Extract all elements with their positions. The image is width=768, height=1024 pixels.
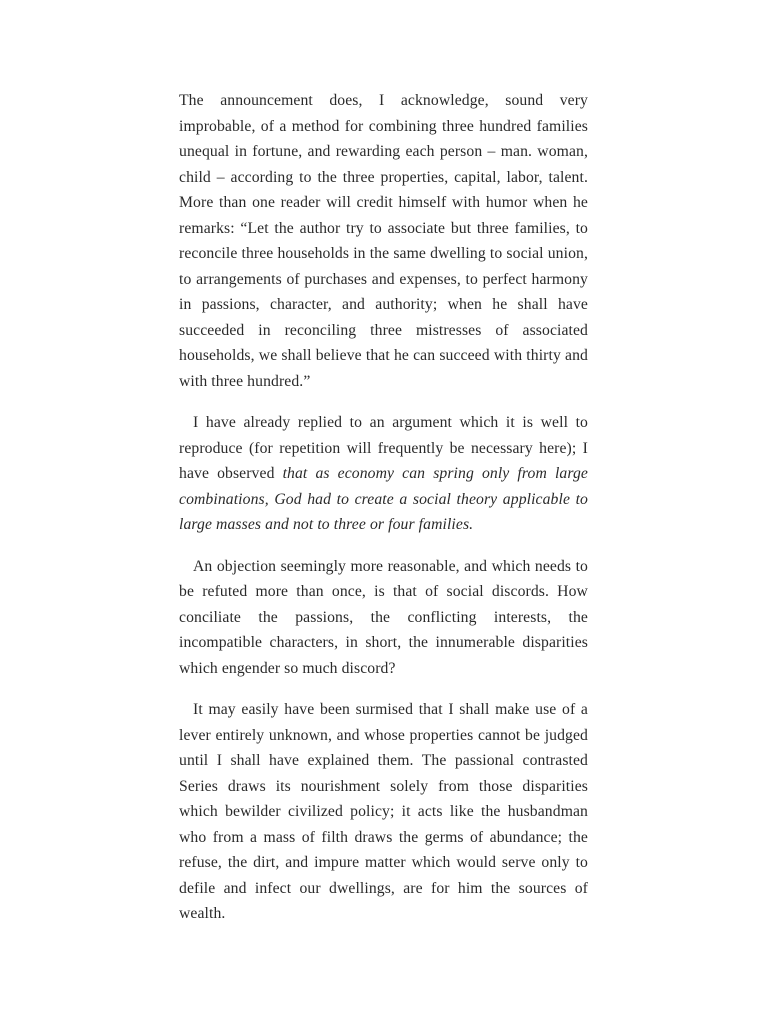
- text-column: [179, 88, 588, 943]
- paragraph-objection: An objection seemingly more reasonable, and which needs to be refuted more than once, is that of social discords. How conciliate the passions, the conflicting interests, the incompatible characters, in short, the innumerable disparities which engender so much discord?: [179, 557, 588, 677]
- paragraph-reply: [179, 410, 588, 538]
- paragraph-reply-italic-text: that as economy can spring only from large combinations, God had to create a social theory applicable to large masses and not to three or four families.: [179, 465, 588, 533]
- paragraph-announcement: The announcement does, I acknowledge, sound very improbable, of a method for combining three hundred families unequal in fortune, and rewarding each person – man. woman, child – according to the three properties, capital, labor, talent. More than one reader will credit himself with humor when he remarks: “Let the author try to associate but three families, to reconcile three households in the same dwelling to social union, to arrangements of purchases and expenses, to perfect harmony in passions, character, and authority; when he shall have succeeded in reconciling three mistresses of associated households, we shall believe that he can succeed with thirty and with three hundred.”: [179, 92, 588, 390]
- paragraph-reply-regular-text: I have already replied to an argument which it is well to reproduce (for repetition will frequently be necessary here); I have observed: [179, 414, 588, 482]
- paragraph-lever: It may easily have been surmised that I shall make use of a lever entirely unknown, and whose properties cannot be judged until I shall have explained them. The passional contrasted Series draws its nourishment solely from those disparities which bewilder civilized policy; it acts like the husbandman who from a mass of filth draws the germs of abundance; the refuse, the dirt, and impure matter which would serve only to defile and infect our dwellings, are for him the sources of wealth.: [179, 701, 588, 922]
